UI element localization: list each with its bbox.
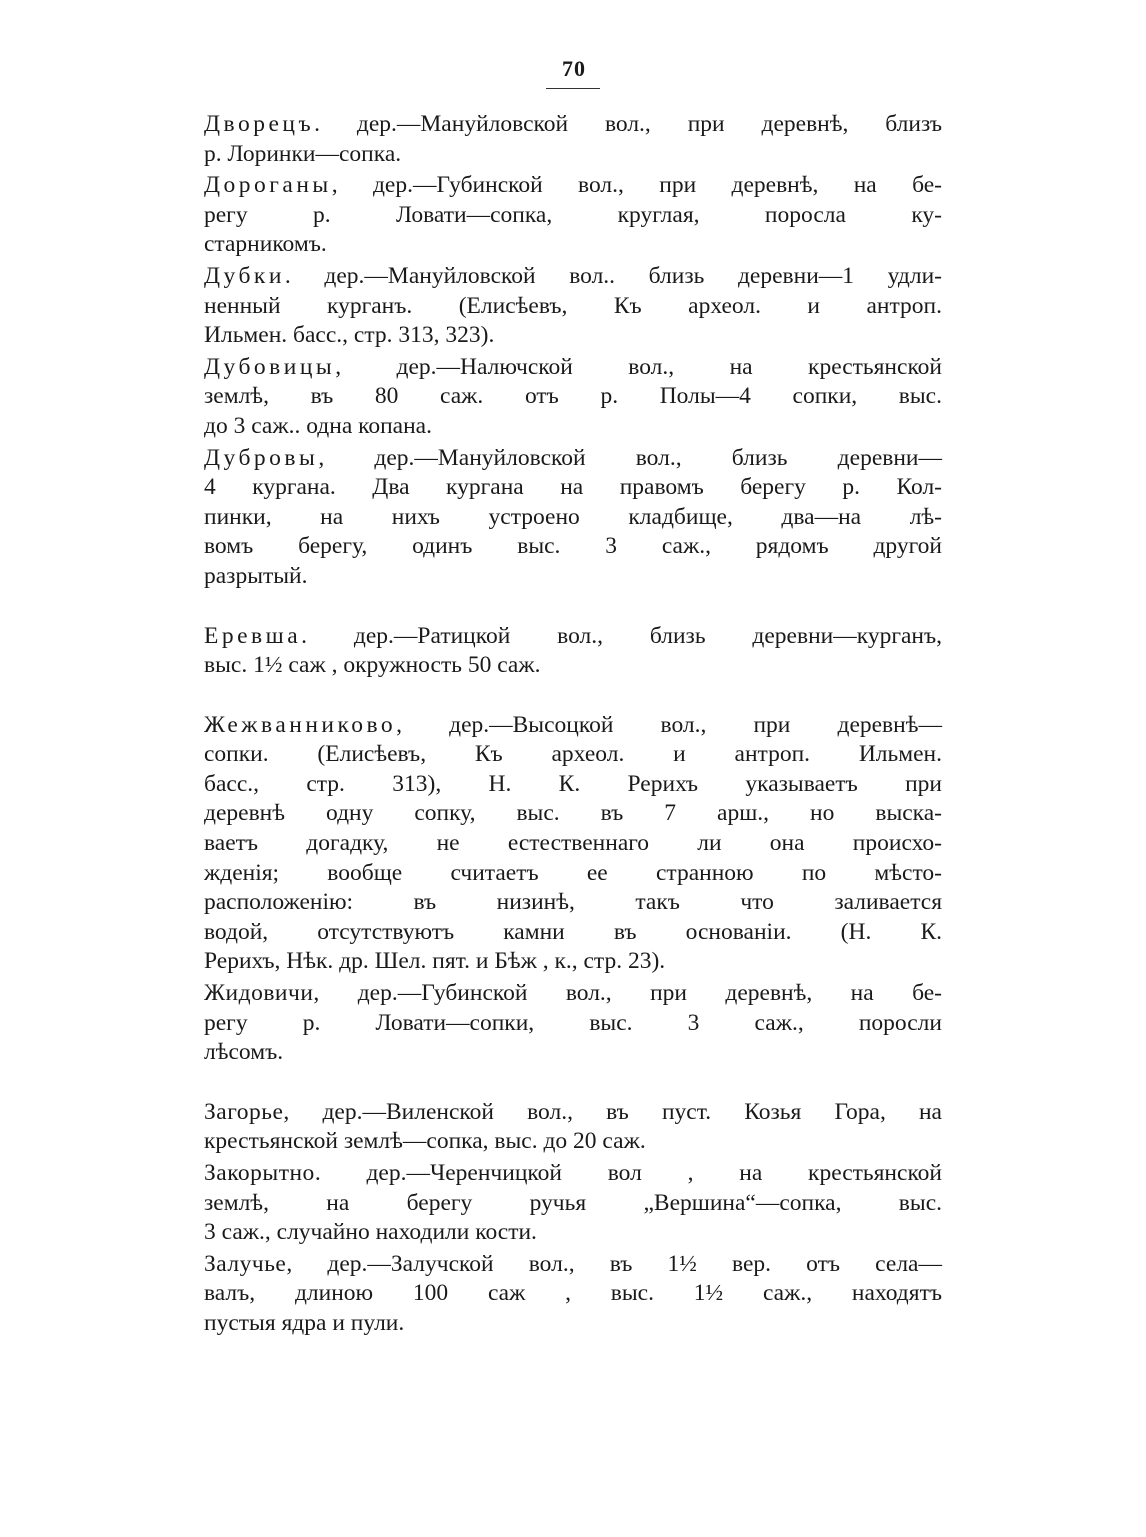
entry-line: Рерихъ, Нѣк. др. Шел. пят. и Бѣж , к., стр. 23). (204, 948, 666, 975)
entry-line: выс. 1½ саж , окружность 50 саж. (204, 652, 541, 679)
entry-line (204, 444, 942, 474)
gazetteer-entry (204, 110, 942, 169)
entry-line (204, 622, 942, 652)
entry-headword: Загорье (204, 1098, 284, 1125)
entry-line: расположенію: въ низинѣ, такъ что заливается (204, 889, 942, 916)
entry-line: Ильмен. басс., стр. 313, 323). (204, 322, 495, 349)
entry-line (204, 262, 942, 292)
entry-line: лѣсомъ. (204, 1039, 284, 1066)
gazetteer-entry (204, 1098, 942, 1157)
entry-headword: Дороганы (204, 172, 332, 199)
entry-text: . дер.—Черенчицкой вол , на крестьянской (314, 1160, 942, 1186)
entry-line: землѣ, на берегу ручья „Вершина“—сопка, выс. (204, 1189, 942, 1216)
entry-headword: Дубки (204, 262, 285, 289)
section-gap (204, 592, 942, 622)
entry-line: регу р. Ловати—сопки, выс. 3 саж., поросли (204, 1009, 942, 1036)
entry-line: разрытый. (204, 562, 308, 589)
gazetteer-entries (204, 110, 942, 1339)
gazetteer-entry (204, 171, 942, 260)
entry-line: 4 кургана. Два кургана на правомъ берегу р. Кол- (204, 474, 942, 501)
section-gap (204, 681, 942, 711)
entry-text: , дер.—Виленской вол., въ пуст. Козья Гора, на (283, 1098, 942, 1125)
entry-text: , дер.—Губинской вол., при деревнѣ, на бе- (331, 172, 942, 199)
entry-line: крестьянской землѣ—сопка, выс. до 20 саж. (204, 1128, 646, 1155)
entry-line: р. Лоринки—сопка. (204, 140, 402, 167)
entry-line (204, 1098, 942, 1128)
entry-line (204, 110, 942, 140)
entry-line: землѣ, въ 80 саж. отъ р. Полы—4 сопки, выс. (204, 383, 942, 410)
entry-text: , дер.—Залучской вол., въ 1½ вер. отъ села— (286, 1250, 942, 1277)
gazetteer-entry (204, 353, 942, 442)
entry-headword: Жидовичи (204, 980, 314, 1007)
entry-line: вомъ берегу, одинъ выс. 3 саж., рядомъ другой (204, 533, 942, 560)
entry-line (204, 1159, 942, 1189)
entry-line: регу р. Ловати—сопка, круглая, поросла ку- (204, 201, 942, 228)
page-number: 70 (562, 56, 586, 81)
entry-headword: Залучье (204, 1250, 287, 1277)
entry-text: , дер.—Губинской вол., при деревнѣ, на бе- (313, 980, 942, 1007)
entry-line: пустыя ядра и пули. (204, 1309, 405, 1336)
entry-line (204, 353, 942, 383)
entry-line (204, 711, 942, 741)
gazetteer-entry (204, 979, 942, 1068)
entry-headword: Еревша (204, 622, 302, 649)
entry-line (204, 171, 942, 201)
entry-text: , дер.—Налючской вол., на крестьянской (335, 353, 942, 380)
entry-text: . дер.—Мануйловской вол.. близь деревни—1 удли- (284, 262, 942, 289)
entry-line: пинки, на нихъ устроено кладбище, два—на лѣ- (204, 503, 942, 530)
entry-text: , дер.—Мануйловской вол., близь деревни— (318, 444, 942, 471)
entry-text: , дер.—Высоцкой вол., при деревнѣ— (396, 711, 942, 738)
gazetteer-entry (204, 1250, 942, 1339)
entry-line: водой, отсутствуютъ камни въ основаніи. (Н. К. (204, 918, 942, 945)
section-gap (204, 1068, 942, 1098)
entry-line: жденія; вообще считаетъ ее странною по мѣсто- (204, 859, 942, 886)
entry-line: до 3 саж.. одна копана. (204, 412, 432, 439)
gazetteer-entry (204, 711, 942, 977)
entry-headword: Дворецъ (204, 111, 315, 137)
entry-text: . дер.—Мануйловской вол., при деревнѣ, близъ (314, 111, 942, 137)
entry-headword: Жежванниково (204, 711, 397, 738)
entry-line (204, 1250, 942, 1280)
entry-line: деревнѣ одну сопку, выс. въ 7 арш., но выска- (204, 800, 942, 827)
entry-headword: Закорытно (204, 1160, 315, 1186)
gazetteer-entry (204, 262, 942, 351)
entry-line: ваетъ догадку, не естественнаго ли она происхо- (204, 830, 942, 857)
entry-headword: Дубовицы (204, 353, 336, 380)
entry-line: сопки. (Елисѣевъ, Къ археол. и антроп. Ильмен. (204, 741, 942, 768)
entry-line: валъ, длиною 100 саж , выс. 1½ саж., находятъ (204, 1280, 942, 1307)
entry-line: 3 саж., случайно находили кости. (204, 1219, 537, 1246)
page-number-rule (546, 88, 600, 89)
entry-line: басс., стр. 313), Н. К. Рерихъ указываетъ при (204, 770, 942, 797)
gazetteer-entry (204, 1159, 942, 1248)
entry-line: ненный курганъ. (Елисѣевъ, Къ археол. и антроп. (204, 292, 942, 319)
entry-text: . дер.—Ратицкой вол., близь деревни—курганъ, (301, 622, 942, 649)
entry-headword: Дубровы (204, 444, 319, 471)
gazetteer-entry (204, 444, 942, 592)
entry-line (204, 979, 942, 1009)
entry-line: старникомъ. (204, 231, 327, 258)
gazetteer-entry (204, 622, 942, 681)
